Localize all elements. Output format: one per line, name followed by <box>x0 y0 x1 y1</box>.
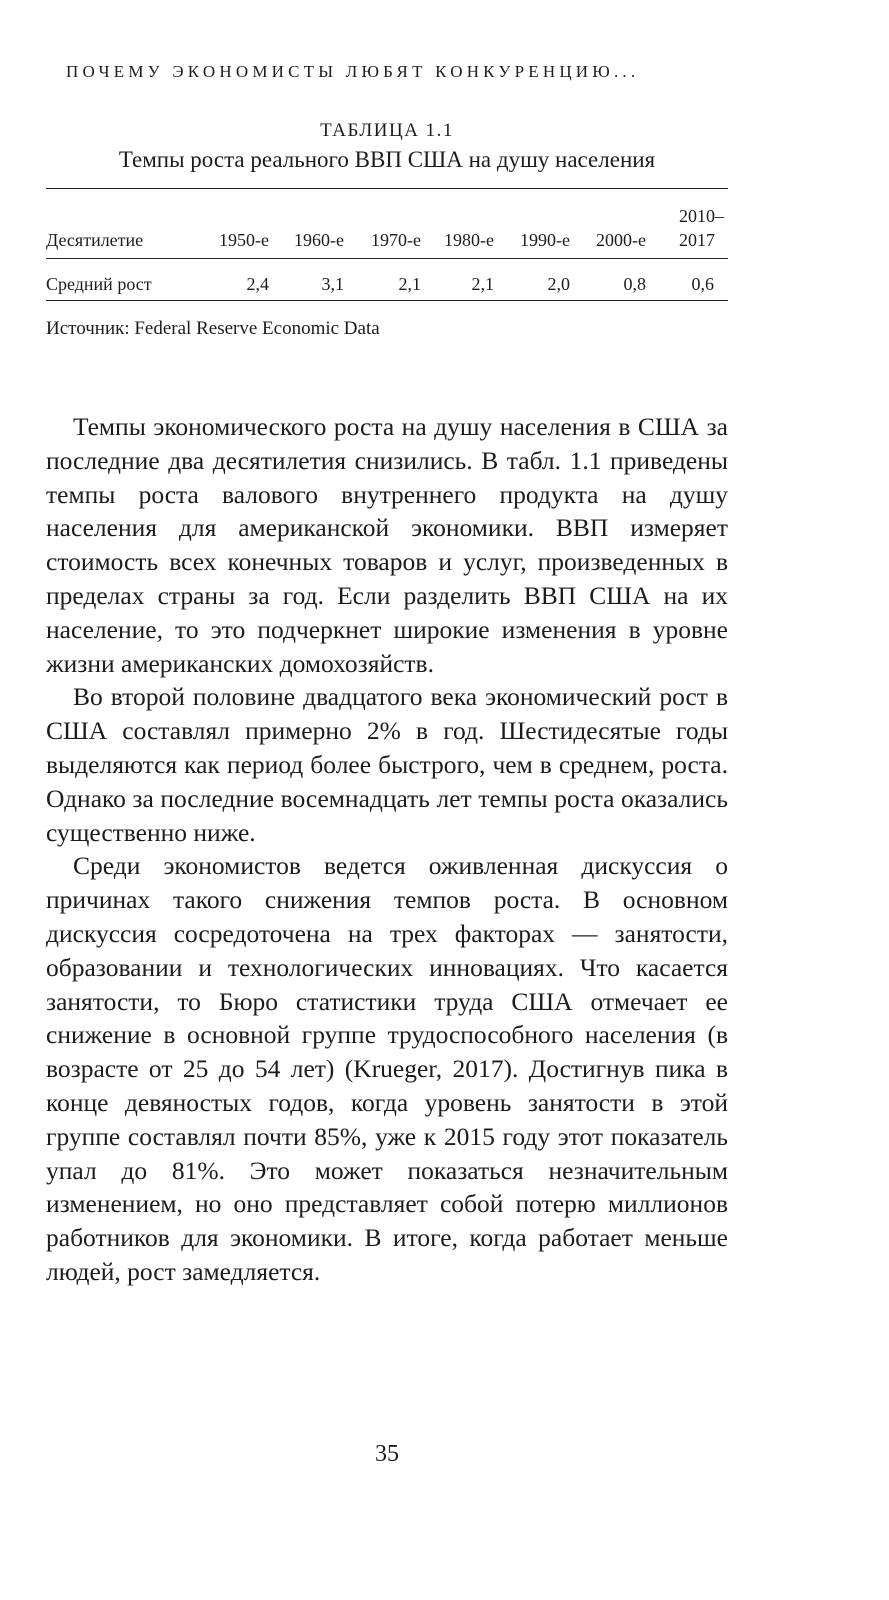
table-title: Темпы роста реального ВВП США на душу населения <box>118 147 656 172</box>
table-value-cell: 0,8 <box>623 274 646 294</box>
table-top-rule <box>46 188 728 189</box>
table-mid-rule <box>46 258 728 259</box>
table-header-label: Десятилетие <box>46 230 144 250</box>
table-header-line: 2010– <box>679 206 724 226</box>
table-header-row <box>46 200 728 252</box>
table-header-line: 2017 <box>679 230 715 250</box>
table-header-cell: 1950-е <box>219 230 269 250</box>
body-text <box>46 410 728 1289</box>
table-value-row <box>46 266 728 296</box>
table-header-cell: 1990-е <box>520 230 570 250</box>
paragraph: Среди экономистов ведется оживленная дискуссия о причинах такого снижения темпов роста. В основном дискуссия сосредоточена на трех факторах — занятости, образовании и технологических инновациях. Что касается занятости, то Бюро статистики труда США отмечает ее снижение в основной группе трудоспособного населения (в возрасте от 25 до 54 лет) (Krueger, 2017). Достигнув пика в конце девяностых годов, когда уровень занятости в этой группе составлял почти 85%, уже к 2015 году этот показатель упал до 81%. Это может показаться незначительным изменением, но оно представляет собой потерю миллионов работников для экономики. В итоге, когда работает меньше людей, рост замедляется. <box>46 851 728 1286</box>
table-value-label: Средний рост <box>46 274 152 294</box>
running-head: ПОЧЕМУ ЭКОНОМИСТЫ ЛЮБЯТ КОНКУРЕНЦИЮ... <box>66 62 640 81</box>
table-header-cell: 1980-е <box>444 230 494 250</box>
table-value-cell: 2,1 <box>398 274 421 294</box>
table-header-cell: 1960-е <box>294 230 344 250</box>
table-value-cell: 2,0 <box>547 274 570 294</box>
table-value-cell: 0,6 <box>691 274 714 294</box>
table-value-cell: 2,4 <box>246 274 269 294</box>
table-bottom-rule <box>46 300 728 301</box>
page-number: 35 <box>375 1441 399 1467</box>
table-caption <box>46 116 728 174</box>
book-page <box>46 0 728 1600</box>
table-header-cell: 1970-е <box>371 230 421 250</box>
table-source: Источник: Federal Reserve Economic Data <box>46 318 380 339</box>
table-header-cell-last <box>679 204 724 252</box>
table-header-cell: 2000-е <box>596 230 646 250</box>
table-value-cell: 3,1 <box>321 274 344 294</box>
table-number: ТАБЛИЦА 1.1 <box>320 120 454 141</box>
paragraph: Темпы экономического роста на душу населения в США за последние два десятилетия снизились. В табл. 1.1 приведены темпы роста валового внутреннего продукта на душу населения для американской экономики. ВВП измеряет стоимость всех конечных товаров и услуг, произведенных в пределах страны за год. Если разделить ВВП США на их население, то это подчеркнет широкие изменения в уровне жизни американских домохозяйств. <box>46 412 728 678</box>
paragraph: Во второй половине двадцатого века экономический рост в США составлял примерно 2% в год. Шестидесятые годы выделяются как период более быстрого, чем в среднем, роста. Однако за последние восемнадцать лет темпы роста оказались существенно ниже. <box>46 682 728 847</box>
table-value-cell: 2,1 <box>471 274 494 294</box>
